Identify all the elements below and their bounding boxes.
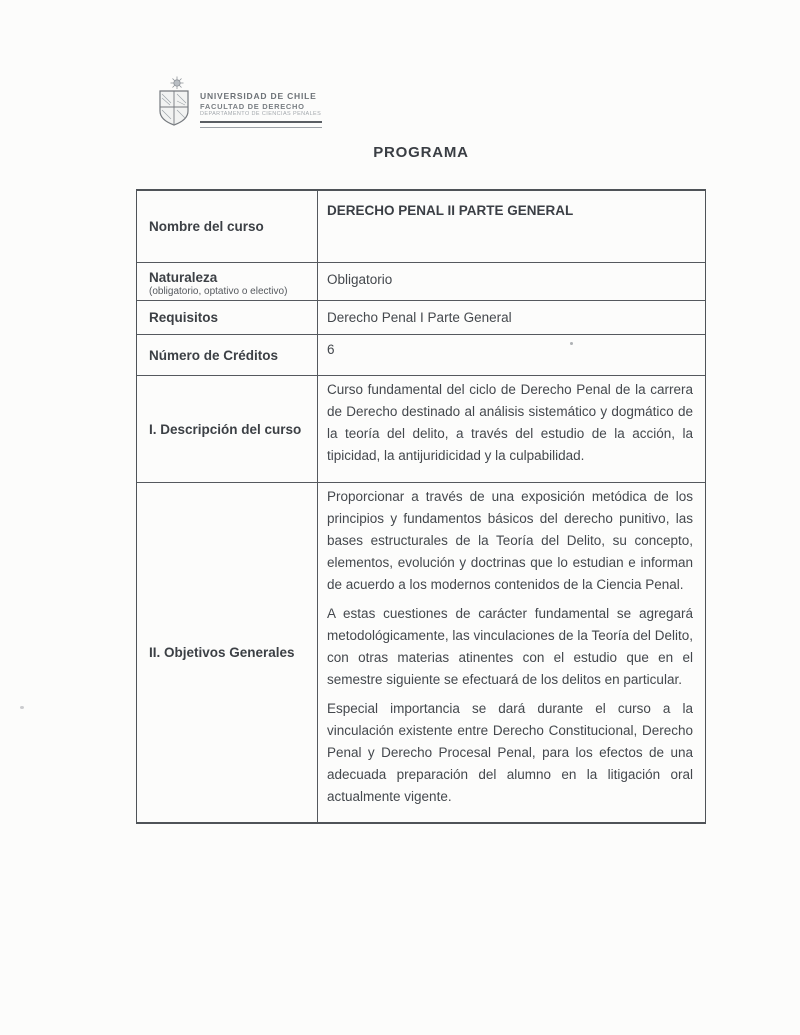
table-row-nombre-del-curso (137, 191, 705, 263)
table-row-objetivos-generales (137, 483, 705, 822)
letterhead-rule (200, 121, 322, 128)
letterhead-university-name: UNIVERSIDAD DE CHILE (200, 91, 317, 101)
requisitos-value: Derecho Penal I Parte General (327, 310, 512, 325)
letterhead-department-name: DEPARTAMENTO DE CIENCIAS PENALES (200, 110, 322, 117)
letterhead-text (200, 76, 322, 128)
letterhead (158, 76, 322, 128)
label-cell (137, 263, 318, 300)
letterhead-faculty-name: FACULTAD DE DERECHO (200, 101, 305, 111)
table-row-numero-de-creditos (137, 335, 705, 376)
value-cell (318, 191, 705, 262)
value-cell (318, 483, 705, 822)
table-row-naturaleza (137, 263, 705, 301)
row-label: II. Objetivos Generales (149, 645, 295, 660)
value-cell (318, 335, 705, 375)
label-cell (137, 191, 318, 262)
program-table (136, 189, 706, 824)
row-label: Número de Créditos (149, 347, 279, 363)
descripcion-paragraph: Curso fundamental del ciclo de Derecho Penal de la carrera de Derecho destinado al análisis sistemático y dogmático de la teoría del delito, a través del estudio de la acción, la tipicidad, la antijuridicidad y la culpabilidad. (327, 382, 693, 463)
objetivos-paragraph-2: A estas cuestiones de carácter fundamental se agregará metodológicamente, las vinculaciones de la Teoría del Delito, con otras materias atinentes con el estudio que en el semestre siguiente se efectuará de los delitos en particular. (327, 606, 693, 687)
value-cell (318, 301, 705, 334)
table-row-requisitos (137, 301, 705, 335)
label-cell (137, 376, 318, 482)
scan-artifact-dot (20, 706, 24, 709)
label-cell (137, 483, 318, 822)
row-label: I. Descripción del curso (149, 421, 302, 437)
scan-artifact-dot (570, 342, 573, 345)
row-label: Naturaleza (149, 270, 218, 285)
value-cell (318, 263, 705, 300)
creditos-value: 6 (327, 342, 335, 357)
label-cell (137, 301, 318, 334)
page-title: PROGRAMA (373, 144, 469, 161)
row-label: Nombre del curso (149, 219, 264, 234)
naturaleza-value: Obligatorio (327, 272, 393, 287)
table-row-descripcion-del-curso (137, 376, 705, 483)
label-cell (137, 335, 318, 375)
objetivos-paragraph-3: Especial importancia se dará durante el curso a la vinculación existente entre Derecho Constitucional, Derecho Penal y Derecho Procesal Penal, para los efectos de una adecuada preparación del alumno en la litigación oral actualmente vigente. (327, 701, 693, 804)
row-sublabel: (obligatorio, optativo o electivo) (149, 286, 288, 297)
row-label: Requisitos (149, 310, 219, 325)
objetivos-paragraph-1: Proporcionar a través de una exposición metódica de los principios y fundamentos básicos del derecho punitivo, las bases estructurales de la Teoría del Delito, su concepto, elementos, evolución y doctrinas que lo estudian e informan de acuerdo a los modernos contenidos de la Ciencia Penal. (327, 489, 693, 592)
course-name-value: DERECHO PENAL II PARTE GENERAL (327, 203, 574, 218)
value-cell (318, 376, 705, 482)
university-crest-icon (158, 76, 192, 126)
